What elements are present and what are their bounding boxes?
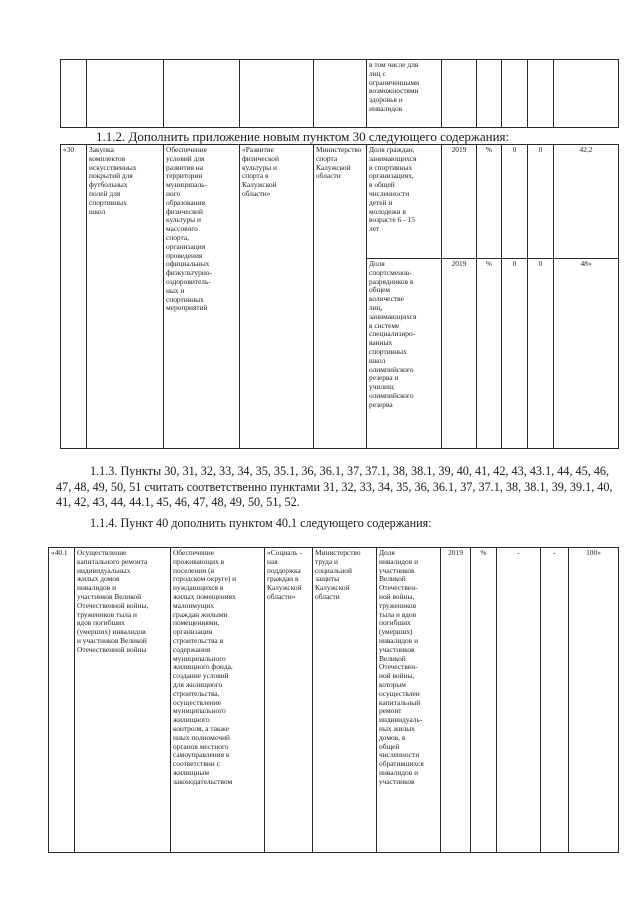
text-line: вдов погибших [77,618,125,628]
item-40-1-v1: - [497,548,541,853]
text-line: численности [369,188,410,198]
text-line: Великой [379,653,406,663]
text-line: Осуществление [77,548,127,557]
item-40-1-indicator [377,548,441,853]
text-line: в том числе для [369,60,419,69]
text-line: иных полномочий [173,732,230,742]
text-line: училищ [369,382,394,392]
item-40-1-program [265,548,313,853]
text-line: инвалидов и [379,635,419,645]
item-40-1-goal [171,548,265,853]
cell-event [87,60,164,128]
text-line: проведения [166,250,203,260]
text-line: ных жилых [379,723,415,733]
text-line: участников Великой [77,591,142,601]
item-30-year-1: 2019 [442,145,477,259]
text-line: Отечественной войны [77,644,147,654]
text-line: тружеников [379,600,417,610]
text-line: молодежи в [369,206,406,216]
text-line: строительства, [173,688,220,698]
text-line: количестве [369,294,404,304]
text-line: организация [166,241,206,251]
text-line: Калужской [242,180,277,190]
text-line: инвалидов [369,103,403,113]
text-line: домов, в [379,732,406,742]
text-line: помещениями, [173,618,220,628]
item-30-v1-2: 0 [502,259,528,449]
text-line: резерва [369,399,393,409]
text-line: в спортивных [369,162,413,172]
table-item-30 [60,144,619,449]
text-line: жилых помещениях [173,591,236,601]
text-line: области [316,171,341,181]
text-line: жилищным [173,767,209,777]
text-line: социальной [315,565,352,575]
text-line: поселении (в [173,565,215,575]
text-line: физкультурно- [166,268,212,278]
text-line: контроля, а также [173,723,229,733]
item-30-goal [164,145,240,449]
text-line: Обеспечение [173,548,214,557]
text-line: детей и [369,197,393,207]
text-line: занимающихся [369,153,417,163]
text-line: спорта в [242,171,269,181]
text-line: спортивных [166,294,204,304]
text-line: законодательством [173,776,233,786]
text-line: разрядников в [369,276,414,286]
text-line: общем [369,285,391,295]
text-line: Закупка [89,145,114,154]
text-line: муниципаль- [166,180,208,190]
text-line: осуществлен [379,688,420,698]
paragraph-1-1-3: 1.1.3. Пункты 30, 31, 32, 33, 34, 35, 35.1, 36, 36.1, 37, 37.1, 38, 38.1, 39, 40, 41, 42, 43, 43.1, 44, 45, 46, 47, 48, 49, 50, 51 считать соответственно пунктами 31, 32, 33, 34, 35, 36, 36.1, 37, 37.1, 38, 38.1, 39, 39.1, 40, 41, 42, 43, 44, 44.1, 45, 46, 47, 48, 49, 50, 51, 52. [56,464,613,509]
text-line: резерва и [369,373,399,383]
text-line: лиц с [369,68,386,78]
text-line: организациях, [369,171,414,181]
item-40-1-unit: % [471,548,497,853]
text-line: области» [242,188,271,198]
text-line: проживающих в [173,556,225,566]
text-line: комплектов [89,153,126,163]
text-line: мероприятий [166,303,208,313]
item-40-1-v3: 100» [569,548,619,853]
cell-year [442,60,477,128]
text-line: участников [379,776,415,786]
text-line: Отечествен- [379,662,418,672]
text-line: осуществление [173,697,221,707]
item-30-v3-2: 48» [554,259,619,449]
text-line: спорта [316,153,338,163]
text-line: условий для [166,153,205,163]
text-line: нуждающихся в [173,583,224,593]
text-line: здоровья и [369,95,403,105]
item-40-1-year: 2019 [441,548,471,853]
text-line: лет [369,224,380,234]
text-line: муниципального [173,653,226,663]
text-line: содержания [173,644,211,654]
heading-1-1-2: 1.1.2. Дополнить приложение новым пунктом 30 следующего содержания: [96,129,510,144]
text-line: физической [166,206,203,216]
text-line: индивидуальных [77,565,131,575]
table-item-40-1 [48,547,619,853]
text-line: инвалидов и [379,767,419,777]
text-line: обратившихся [379,759,424,769]
cell-ministry [314,60,367,128]
text-line: Великой [379,574,406,584]
text-line: Отечествен- [379,583,418,593]
text-line: области» [267,591,296,601]
text-line: погибших [379,618,411,628]
text-line: для жилищного [173,679,223,689]
text-line: возможностями [369,86,419,96]
text-line: покрытий для [89,171,133,181]
text-line: поддержка [267,565,301,575]
text-line: культуры и [242,162,277,172]
item-30-indicator-1 [367,145,442,259]
text-line: труда и [315,556,338,566]
text-line: участников [379,644,415,654]
cell-unit [477,60,502,128]
text-line: индивидуаль- [379,715,423,725]
text-line: искусственных [89,162,137,172]
cell-program [240,60,314,128]
text-line: Доля граждан, [369,145,415,154]
text-line: ного [166,188,181,198]
text-line: защиты [315,574,340,584]
item-30-v2-2: 0 [528,259,554,449]
text-line: тружеников тыла и [77,609,137,619]
text-line: организация [173,627,213,637]
text-line: Доля [379,548,395,557]
item-30-v2-1: 0 [528,145,554,259]
item-40-1-num: «40.1 [49,548,75,853]
text-line: общей [379,741,400,751]
item-30-unit-1: % [477,145,502,259]
text-line: спортивных [369,346,407,356]
cell-goal [164,60,240,128]
text-line: территории [166,171,203,181]
item-40-1-ministry [313,548,377,853]
cell-v3 [554,60,619,128]
text-line: соответствии с [173,759,220,769]
item-30-event [87,145,164,449]
text-line: футбольных [89,180,128,190]
item-30-v3-1: 42,2 [554,145,619,259]
text-line: ремонт [379,706,402,716]
item-40-1-event [75,548,171,853]
text-line: капитальный [379,697,421,707]
text-line: капитального ремонта [77,556,148,566]
text-line: школ [369,355,386,365]
text-line: ной войны, [379,591,415,601]
text-line: спорта, [166,232,189,242]
text-line: массового [166,224,198,234]
text-line: создание условий [173,671,229,681]
text-line: официальных [166,259,210,269]
text-line: образования [166,197,205,207]
item-30-num: «30 [61,145,87,449]
cell-v1 [502,60,528,128]
text-line: «Развитие [242,145,274,154]
text-line: инвалидов и [379,556,419,566]
item-30-year-2: 2019 [442,259,477,449]
text-line: оздоровитель- [166,276,211,286]
text-line: физической [242,153,279,163]
text-line: области [315,591,340,601]
item-40-1-v2: - [541,548,569,853]
text-line: инвалидов и [77,583,117,593]
text-line: Обеспечение [166,145,207,154]
text-line: участников [379,565,415,575]
text-line: олимпийского [369,364,414,374]
text-line: (умерших) инвалидов [77,627,146,637]
text-line: самоуправления в [173,750,230,760]
text-line: олимпийского [369,390,414,400]
text-line: лиц, [369,302,383,312]
text-line: специализиро- [369,329,416,339]
text-line: строительства и [173,635,224,645]
top-table-fragment [60,59,619,128]
text-line: муниципального [173,706,226,716]
text-line: ной войны, [379,671,415,681]
cell-num [61,60,87,128]
item-30-indicator-2 [367,259,442,449]
text-line: ных и [166,285,185,295]
text-line: (умерших) [379,627,413,637]
text-line: которым [379,679,406,689]
text-line: тыла и вдов [379,609,417,619]
text-line: спортивных [89,197,127,207]
text-line: в системе [369,320,400,330]
item-30-unit-2: % [477,259,502,449]
text-line: и участников Великой [77,635,147,645]
text-line: спортсменов- [369,267,412,277]
text-line: жилых домов [77,574,120,584]
text-line: Калужской [316,162,351,172]
text-line: граждан жилыми [173,609,228,619]
text-line: органов местного [173,741,229,751]
text-line: занимающихся [369,311,417,321]
text-line: возрасте 6 - 15 [369,215,415,225]
text-line: жилищного фонда, [173,662,233,672]
text-line: численности [379,750,420,760]
text-line: жилищного [173,715,210,725]
text-line: малоимущих [173,600,215,610]
text-line: Министерство [316,145,362,154]
text-line: граждан в [267,574,299,584]
text-line: Министерство [315,548,361,557]
text-line: ванных [369,338,393,348]
text-line: городском округе) и [173,574,237,584]
text-line: Калужской [267,583,302,593]
text-line: Доля [369,259,385,268]
cell-indicator [367,60,442,128]
text-line: школ [89,206,106,216]
item-30-program [240,145,314,449]
text-line: культуры и [166,215,201,225]
text-line: Отечественной войны, [77,600,149,610]
text-line: полей для [89,188,121,198]
text-line: ная [267,556,278,566]
item-30-v1-1: 0 [502,145,528,259]
heading-1-1-4: 1.1.4. Пункт 40 дополнить пунктом 40.1 следующего содержания: [90,516,432,530]
cell-v2 [528,60,554,128]
text-line: Калужской [315,583,350,593]
text-line: развития на [166,162,204,172]
text-line: ограниченными [369,77,420,87]
item-30-ministry [314,145,367,449]
text-line: в общей [369,180,395,190]
text-line: «Социаль - [267,548,302,557]
